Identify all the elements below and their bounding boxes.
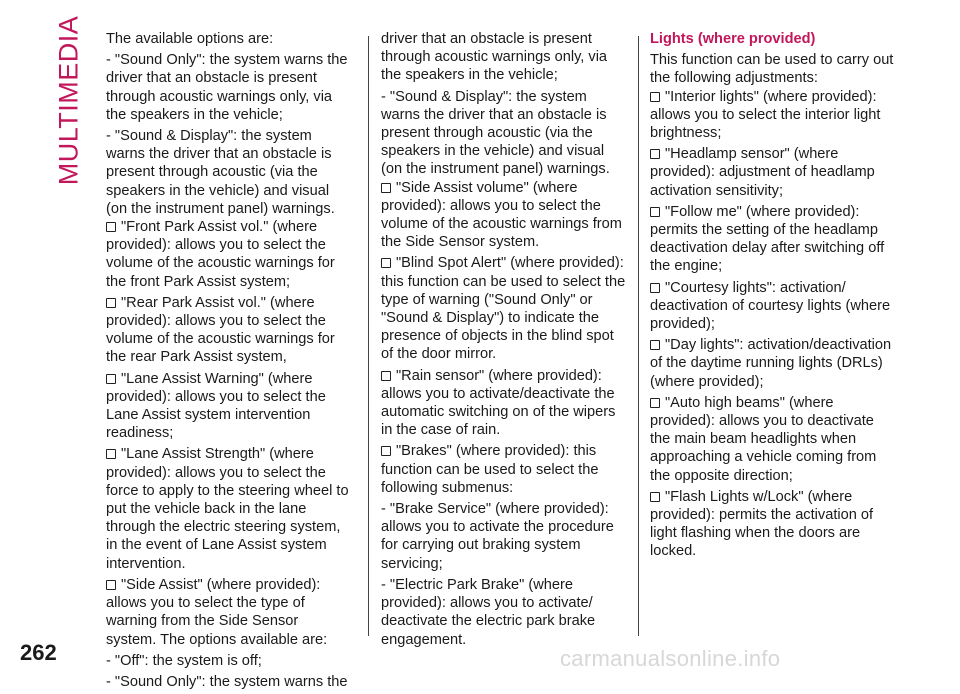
bullet-item [650, 488, 896, 561]
bullet-item [381, 254, 627, 363]
paragraph-text: - "Off": the system is off; [106, 652, 262, 669]
bullet-item [650, 279, 896, 334]
paragraph-text: "Brakes" (where provided): this function can be used to select the following submenus: [381, 443, 599, 496]
paragraph-text: driver that an obstacle is present through acoustic warnings only, via the speakers in the vehicle; [381, 31, 608, 84]
paragraph-text: - "Sound & Display": the system warns the driver that an obstacle is present through acoustic (via the speakers in the vehicle) and visual (on the instrument panel) warnings. [106, 128, 335, 217]
checkbox-bullet-icon [381, 371, 391, 381]
bullet-item [106, 370, 352, 443]
paragraph [381, 500, 627, 573]
text-column-2 [381, 30, 627, 652]
checkbox-bullet-icon [650, 398, 660, 408]
paragraph-text: - "Sound & Display": the system warns the driver that an obstacle is present through acoustic (via the speakers in the vehicle) and visual (on the instrument panel) warnings. [381, 88, 610, 178]
checkbox-bullet-icon [650, 283, 660, 293]
bullet-item [650, 394, 896, 485]
paragraph [106, 30, 352, 48]
paragraph-text: "Lane Assist Warning" (where provided): allows you to select the Lane Assist system intervention readiness; [106, 370, 326, 442]
paragraph-text: "Lane Assist Strength" (where provided): allows you to select the force to apply to the steering wheel to put the vehicle back in the lane through the electric steering system, in the event of Lane Assist system intervention. [106, 446, 349, 572]
checkbox-bullet-icon [650, 149, 660, 159]
paragraph-text: "Courtesy lights": activation/ deactivation of courtesy lights (where provided); [650, 279, 891, 333]
paragraph [381, 30, 627, 85]
checkbox-bullet-icon [650, 92, 660, 102]
paragraph [650, 51, 896, 87]
bullet-item [650, 145, 896, 200]
paragraph-text: This function can be used to carry out the following adjustments: [650, 52, 894, 87]
paragraph [106, 51, 352, 124]
paragraph-text: "Side Assist volume" (where provided): allows you to select the volume of the acoustic warnings from the Side Sensor system. [381, 179, 622, 251]
paragraph-text: "Day lights": activation/deactivation of the daytime running lights (DRLs) (where provided); [650, 337, 892, 390]
paragraph-text: "Follow me" (where provided): permits the setting of the headlamp deactivation delay after switching off the engine; [650, 203, 885, 275]
paragraph-text: - "Electric Park Brake" (where provided): allows you to activate/ deactivate the electric park brake engagement. [381, 576, 596, 648]
column-divider [368, 36, 369, 636]
page-number: 262 [20, 640, 57, 665]
watermark: carmanualsonline.info [560, 646, 781, 671]
paragraph-text: "Blind Spot Alert" (where provided): this function can be used to select the type of warning ("Sound Only" or "Sound & Display") to indicate the presence of objects in the blind spot of the door mirror. [381, 255, 626, 363]
checkbox-bullet-icon [106, 374, 116, 384]
checkbox-bullet-icon [650, 492, 660, 502]
checkbox-bullet-icon [106, 222, 116, 232]
checkbox-bullet-icon [106, 298, 116, 308]
bullet-item [650, 336, 896, 391]
paragraph-text: - "Sound Only": the system warns the driver that an obstacle is present through acoustic warnings only, via the speakers in the vehicle; [106, 52, 348, 123]
bullet-item [106, 218, 352, 291]
paragraph [106, 673, 352, 691]
checkbox-bullet-icon [381, 183, 391, 193]
checkbox-bullet-icon [650, 207, 660, 217]
paragraph-text: "Rear Park Assist vol." (where provided): allows you to select the volume of the acoustic warnings for the rear Park Assist system, [106, 294, 335, 366]
bullet-item [381, 367, 627, 440]
bullet-item [106, 294, 352, 367]
paragraph-text: "Headlamp sensor" (where provided): adjustment of headlamp activation sensitivity; [650, 146, 875, 199]
checkbox-bullet-icon [650, 340, 660, 350]
paragraph-text: "Flash Lights w/Lock" (where provided): permits the activation of light flashing when the doors are locked. [650, 488, 874, 560]
text-column-3 [650, 30, 896, 564]
bullet-item [381, 179, 627, 252]
paragraph-text: - "Sound Only": the system warns the [106, 673, 348, 690]
section-heading [650, 30, 896, 48]
paragraph [106, 127, 352, 218]
column-divider [638, 36, 639, 636]
paragraph-text: - "Brake Service" (where provided): allows you to activate the procedure for carrying out braking system servicing; [381, 501, 614, 572]
side-title-text: MULTIMEDIA [53, 15, 84, 185]
section-side-title [52, 15, 86, 185]
paragraph-text: "Side Assist" (where provided): allows you to select the type of warning from the Side Sensor system. The options available are: [106, 576, 328, 648]
checkbox-bullet-icon [106, 449, 116, 459]
checkbox-bullet-icon [381, 446, 391, 456]
bullet-item [381, 442, 627, 497]
checkbox-bullet-icon [381, 258, 391, 268]
text-column-1 [106, 30, 352, 694]
paragraph-text: "Front Park Assist vol." (where provided): allows you to select the volume of the acoustic warnings for the front Park Assist system; [106, 219, 335, 290]
paragraph-text: "Interior lights" (where provided): allows you to select the interior light brightness; [650, 88, 881, 142]
bullet-item [650, 203, 896, 276]
paragraph-text: Lights (where provided) [650, 31, 816, 47]
paragraph [381, 576, 627, 649]
bullet-item [650, 88, 896, 143]
bullet-item [106, 576, 352, 649]
paragraph [106, 652, 352, 670]
bullet-item [106, 445, 352, 572]
paragraph-text: "Auto high beams" (where provided): allows you to deactivate the main beam headlights when approaching a vehicle coming from the opposite direction; [650, 394, 877, 484]
checkbox-bullet-icon [106, 580, 116, 590]
paragraph-text: The available options are: [106, 31, 274, 47]
paragraph-text: "Rain sensor" (where provided): allows you to activate/deactivate the automatic switching on of the wipers in the case of rain. [381, 367, 616, 439]
paragraph [381, 88, 627, 179]
